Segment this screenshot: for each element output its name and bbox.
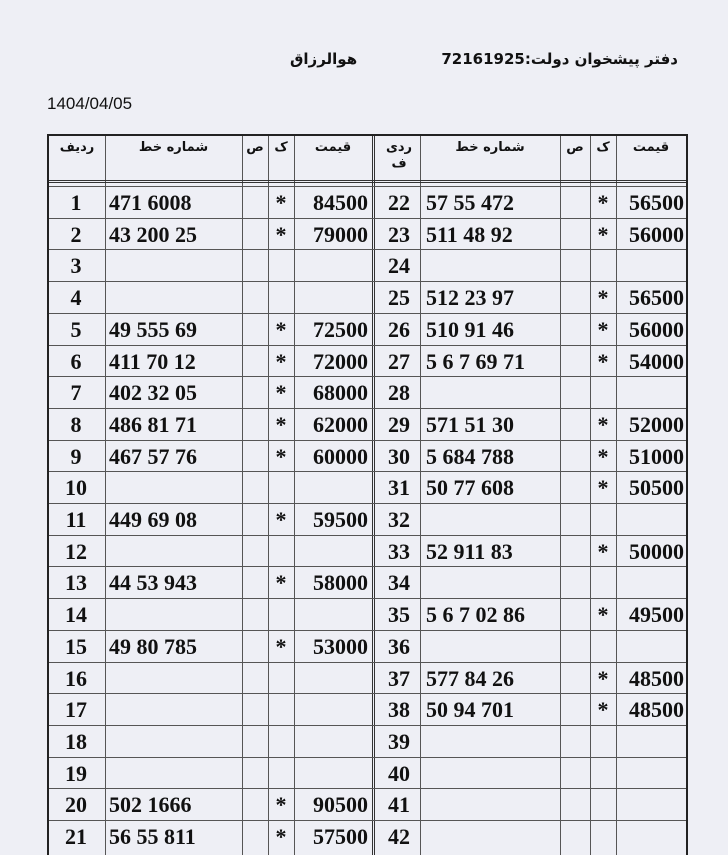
table-row [49, 471, 686, 504]
table-row [49, 281, 686, 314]
price: 59500 [313, 507, 368, 532]
row-index: 3 [70, 253, 82, 278]
line-number: 486 81 71 [109, 412, 197, 437]
price: 60000 [313, 444, 368, 469]
line-number: 512 23 97 [426, 285, 514, 310]
k-mark: * [597, 190, 609, 215]
line-number: 56 55 811 [109, 824, 196, 849]
row-index: 2 [70, 222, 82, 247]
line-number: 502 1666 [109, 792, 192, 817]
table-row [49, 345, 686, 378]
row-index: 34 [388, 570, 410, 595]
table-row [49, 693, 686, 726]
k-mark: * [597, 317, 609, 342]
price: 56000 [629, 222, 684, 247]
line-number: 44 53 943 [109, 570, 197, 595]
table-row [49, 630, 686, 663]
price: 50500 [629, 475, 684, 500]
k-mark: * [275, 190, 287, 215]
price: 57500 [313, 824, 368, 849]
row-index: 9 [70, 444, 82, 469]
header-divider [49, 180, 686, 183]
line-number: 510 91 46 [426, 317, 514, 342]
row-index: 35 [388, 602, 410, 627]
row-index: 36 [388, 634, 410, 659]
row-index: 32 [388, 507, 410, 532]
row-index: 30 [388, 444, 410, 469]
price: 48500 [629, 697, 684, 722]
table-row [49, 249, 686, 282]
price-table [47, 134, 688, 855]
row-index: 16 [65, 666, 87, 691]
line-number: 57 55 472 [426, 190, 514, 215]
k-mark: * [275, 349, 287, 374]
price: 48500 [629, 666, 684, 691]
page-title: هوالرزاق [290, 50, 358, 68]
k-mark: * [275, 317, 287, 342]
header-k-right: ک [596, 140, 610, 155]
row-index: 18 [65, 729, 87, 754]
line-number: 43 200 25 [109, 222, 197, 247]
price: 58000 [313, 570, 368, 595]
table-row [49, 440, 686, 473]
k-mark: * [597, 444, 609, 469]
line-number: 511 48 92 [426, 222, 513, 247]
table-row [49, 503, 686, 536]
table-row [49, 535, 686, 568]
line-number: 50 94 701 [426, 697, 514, 722]
table-row [49, 186, 686, 219]
header-s-left: ص [246, 140, 264, 155]
row-index: 21 [65, 824, 87, 849]
k-mark: * [275, 380, 287, 405]
line-number: 467 57 76 [109, 444, 197, 469]
line-number: 50 77 608 [426, 475, 514, 500]
row-index: 19 [65, 761, 87, 786]
price: 84500 [313, 190, 368, 215]
table-row [49, 820, 686, 853]
line-number: 49 555 69 [109, 317, 197, 342]
k-mark: * [275, 824, 287, 849]
line-number: 471 6008 [109, 190, 192, 215]
price: 72500 [313, 317, 368, 342]
k-mark: * [597, 697, 609, 722]
header-number-left: شماره خط [138, 140, 209, 155]
k-mark: * [597, 349, 609, 374]
price: 56500 [629, 285, 684, 310]
header-s-right: ص [566, 140, 584, 155]
price: 50000 [629, 539, 684, 564]
table-row [49, 313, 686, 346]
row-index: 1 [70, 190, 82, 215]
row-index: 38 [388, 697, 410, 722]
line-number: 5 6 7 69 71 [426, 349, 525, 374]
row-index: 8 [70, 412, 82, 437]
price: 53000 [313, 634, 368, 659]
row-index: 6 [70, 349, 82, 374]
k-mark: * [597, 475, 609, 500]
header-number-right: شماره خط [455, 140, 525, 155]
row-index: 13 [65, 570, 87, 595]
k-mark: * [275, 570, 287, 595]
k-mark: * [597, 285, 609, 310]
k-mark: * [275, 634, 287, 659]
row-index: 7 [70, 380, 82, 405]
price: 51000 [629, 444, 684, 469]
line-number: 449 69 08 [109, 507, 197, 532]
k-mark: * [597, 602, 609, 627]
k-mark: * [597, 666, 609, 691]
row-index: 26 [388, 317, 410, 342]
price: 62000 [313, 412, 368, 437]
row-index: 14 [65, 602, 87, 627]
header-price-left: قیمت [314, 140, 352, 155]
table-row [49, 725, 686, 758]
row-index: 20 [65, 792, 87, 817]
row-index: 17 [65, 697, 87, 722]
row-index: 29 [388, 412, 410, 437]
office-header: دفتر پیشخوان دولت:72161925 [441, 50, 678, 68]
row-index: 4 [70, 285, 82, 310]
table-row [49, 376, 686, 409]
price: 79000 [313, 222, 368, 247]
price: 56500 [629, 190, 684, 215]
row-index: 42 [388, 824, 410, 849]
row-index: 37 [388, 666, 410, 691]
table-row [49, 218, 686, 251]
date: 1404/04/05 [47, 94, 133, 113]
row-index: 24 [388, 253, 410, 278]
table-row [49, 408, 686, 441]
row-index: 23 [388, 222, 410, 247]
row-index: 33 [388, 539, 410, 564]
table-row [49, 757, 686, 790]
row-index: 41 [388, 792, 410, 817]
table-row [49, 598, 686, 631]
line-number: 5 684 788 [426, 444, 514, 469]
table-row [49, 788, 686, 821]
line-number: 5 6 7 02 86 [426, 602, 525, 627]
header-row-right: ردی ف [385, 140, 413, 171]
k-mark: * [275, 444, 287, 469]
row-index: 5 [70, 317, 82, 342]
price: 56000 [629, 317, 684, 342]
row-index: 22 [388, 190, 410, 215]
table-row [49, 566, 686, 599]
row-index: 11 [65, 507, 87, 532]
price: 68000 [313, 380, 368, 405]
line-number: 49 80 785 [109, 634, 197, 659]
table-row [49, 662, 686, 695]
price: 90500 [313, 792, 368, 817]
price: 54000 [629, 349, 684, 374]
row-index: 15 [65, 634, 87, 659]
row-index: 10 [65, 475, 87, 500]
row-index: 12 [65, 539, 87, 564]
line-number: 411 70 12 [109, 349, 196, 374]
price: 52000 [629, 412, 684, 437]
k-mark: * [597, 222, 609, 247]
row-index: 25 [388, 285, 410, 310]
k-mark: * [597, 412, 609, 437]
k-mark: * [275, 222, 287, 247]
line-number: 571 51 30 [426, 412, 514, 437]
line-number: 577 84 26 [426, 666, 514, 691]
k-mark: * [275, 507, 287, 532]
k-mark: * [275, 792, 287, 817]
row-index: 31 [388, 475, 410, 500]
row-index: 39 [388, 729, 410, 754]
row-index: 40 [388, 761, 410, 786]
row-index: 27 [388, 349, 410, 374]
k-mark: * [275, 412, 287, 437]
header-price-right: قیمت [632, 140, 670, 155]
price: 72000 [313, 349, 368, 374]
price: 49500 [629, 602, 684, 627]
line-number: 52 911 83 [426, 539, 513, 564]
line-number: 402 32 05 [109, 380, 197, 405]
k-mark: * [597, 539, 609, 564]
header-k-left: ک [274, 140, 288, 155]
row-index: 28 [388, 380, 410, 405]
header-row-left: ردیف [59, 140, 95, 155]
